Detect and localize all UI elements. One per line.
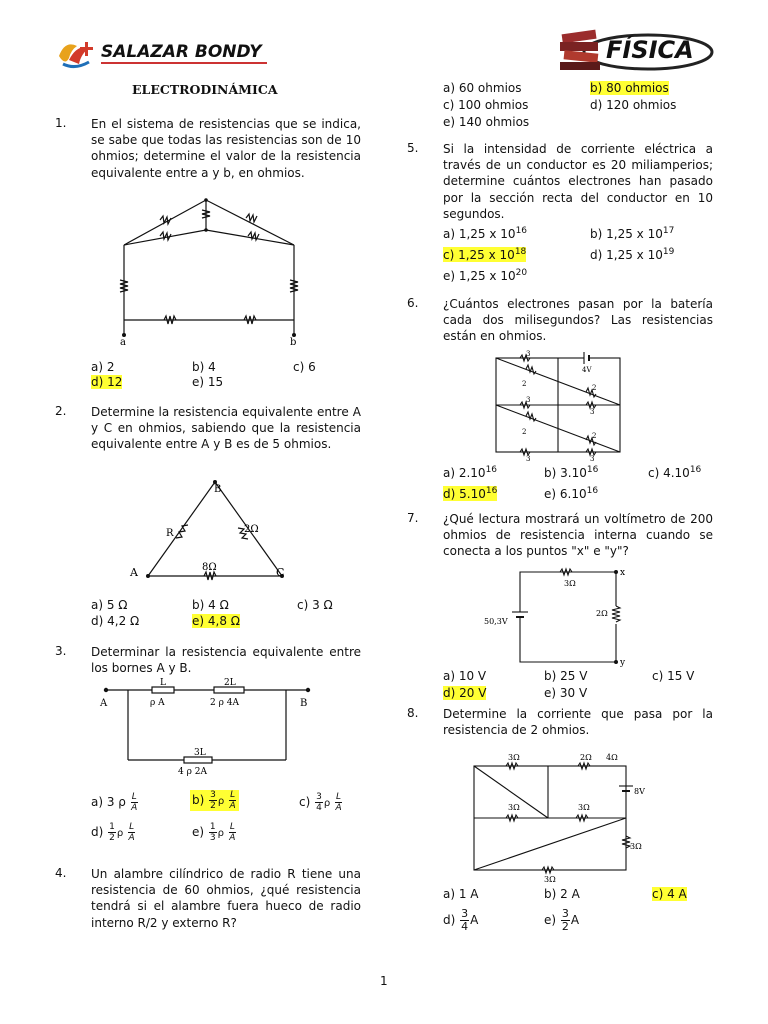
option-c-answer: c) 4 A: [652, 887, 687, 901]
option-a: a) 5 Ω: [91, 598, 128, 612]
res-4ohm: 4Ω: [606, 753, 618, 762]
battery-8v: 8V: [634, 787, 645, 796]
grid-circuit-q6: [490, 350, 630, 462]
option-c: c) $\frac{3}{4}$ ρ $\frac{L}{A}$: [299, 792, 342, 813]
res-3: 3: [590, 455, 595, 462]
subject-name: FÍSICA: [606, 36, 694, 64]
logo-underline: [101, 62, 267, 64]
option-e-answer: e) 4,8 Ω: [192, 614, 240, 628]
question-text: ¿Cuántos electrones pasan por la batería cada dos milisegundos? Las resistencias están en ohmios.: [443, 297, 713, 344]
res-2ohm: 2Ω: [596, 609, 608, 618]
option-e: e) $\frac{1}{3}$ ρ $\frac{L}{A}$: [192, 822, 236, 843]
option-a: a) 1,25 x $10^{16}$: [443, 226, 528, 241]
option-e: e) $\frac{3}{2}$ A: [544, 907, 580, 933]
triangle-circuit-q2: [120, 474, 300, 586]
point-x: x: [620, 568, 626, 578]
question-number: 2.: [55, 404, 67, 418]
option-d: d) 120 ohmios: [590, 98, 677, 112]
res-2: 2: [522, 428, 527, 436]
question-text: Determinar la resistencia equivalente entre los bornes A y B.: [91, 645, 361, 676]
resistor-R: R: [166, 528, 174, 539]
resistor-2ohm: 2Ω: [244, 524, 259, 535]
res-2: 2: [592, 432, 597, 440]
res-3ohm: 3Ω: [630, 842, 642, 851]
terminal-B: B: [300, 698, 308, 709]
wire-props-1: ρ A: [150, 698, 165, 708]
node-label-b: b: [290, 337, 297, 348]
option-e: e) 140 ohmios: [443, 115, 530, 129]
option-a: a) 2.10$^{16}$: [443, 465, 498, 480]
res-3ohm: 3Ω: [544, 875, 556, 884]
battery-label: 50,3V: [484, 617, 508, 626]
option-b: b) 25 V: [544, 669, 588, 683]
res-2: 2: [592, 384, 597, 392]
res-3: 3: [526, 455, 531, 462]
res-3ohm: 3Ω: [564, 579, 576, 588]
terminal-A: A: [100, 698, 108, 709]
question-text: Determine la corriente que pasa por la resistencia de 2 ohmios.: [443, 707, 713, 738]
option-a: a) 60 ohmios: [443, 81, 522, 95]
wire-circuit-q3: [96, 678, 324, 778]
option-b-answer: b) $\frac{3}{2}$ ρ $\frac{L}{A}$: [190, 790, 239, 811]
option-a: a) 1 A: [443, 887, 479, 901]
option-b-answer: b) 80 ohmios: [590, 81, 669, 95]
res-3ohm: 3Ω: [508, 803, 520, 812]
question-text: Un alambre cilíndrico de radio R tiene una resistencia de 60 ohmios, ¿qué resistencia tendrá si el alambre fuera hueco de radio interno R/2 y externo R?: [91, 867, 361, 930]
question-number: 1.: [55, 116, 67, 130]
res-3: 3: [590, 408, 595, 416]
option-c: c) 3 Ω: [297, 598, 333, 612]
option-d: d) $\frac{3}{4}$ A: [443, 907, 479, 933]
res-3: 3: [526, 350, 531, 358]
option-d-answer: d) 20 V: [443, 686, 487, 700]
option-c: c) 4.10$^{16}$: [648, 465, 702, 480]
node-label-a: a: [120, 337, 126, 348]
option-d: d) $\frac{1}{2}$ ρ $\frac{L}{A}$: [91, 822, 135, 843]
resistor-8ohm: 8Ω: [202, 562, 217, 573]
question-number: 8.: [407, 706, 419, 720]
option-b: b) 4: [192, 360, 216, 374]
option-b: b) 1,25 x $10^{17}$: [590, 226, 675, 241]
wire-length-L: L: [160, 678, 166, 688]
option-a: a) 3 ρ $\frac{L}{A}$: [91, 792, 138, 813]
res-3ohm: 3Ω: [578, 803, 590, 812]
voltmeter-circuit-q7: [480, 564, 640, 670]
option-a: a) 10 V: [443, 669, 487, 683]
school-emblem-icon: [55, 36, 97, 72]
node-A: A: [130, 566, 138, 579]
wire-props-3: 4 ρ 2A: [178, 767, 207, 777]
question-number: 6.: [407, 296, 419, 310]
circuit-diagram-q1: [110, 190, 310, 348]
option-c: c) 100 ohmios: [443, 98, 529, 112]
wire-length-2L: 2L: [224, 678, 236, 688]
wire-length-3L: 3L: [194, 748, 206, 758]
school-name: SALAZAR BONDY: [101, 42, 262, 62]
option-d: d) 4,2 Ω: [91, 614, 140, 628]
option-b: b) 2 A: [544, 887, 580, 901]
option-c: c) 15 V: [652, 669, 695, 683]
battery-4v: 4V: [582, 366, 592, 374]
question-number: 3.: [55, 644, 67, 658]
option-e: e) 30 V: [544, 686, 588, 700]
res-2: 2: [522, 380, 527, 388]
question-number: 5.: [407, 141, 419, 155]
wire-props-2: 2 ρ 4A: [210, 698, 239, 708]
res-2ohm: 2Ω: [580, 753, 592, 762]
question-text: ¿Qué lectura mostrará un voltímetro de 200 ohmios de resistencia interna cuando se conecta a los puntos "x" e "y"?: [443, 512, 713, 559]
option-b: b) 4 Ω: [192, 598, 229, 612]
point-y: y: [620, 658, 626, 668]
res-3: 3: [526, 396, 531, 404]
option-c: c) 6: [293, 360, 316, 374]
salazar-bondy-logo: [55, 36, 285, 72]
question-number: 7.: [407, 511, 419, 525]
option-e: e) 6.10$^{16}$: [544, 486, 599, 501]
mesh-circuit-q8: [466, 748, 652, 884]
option-e: e) 1,25 x $10^{20}$: [443, 268, 528, 283]
page-title: ELECTRODINÁMICA: [132, 82, 278, 97]
node-C: C: [276, 566, 285, 579]
option-a: a) 2: [91, 360, 115, 374]
option-c-answer: c) 1,25 x $10^{18}$: [443, 247, 527, 262]
option-b: b) 3.10$^{16}$: [544, 465, 599, 480]
fisica-logo: [556, 24, 716, 76]
question-text: En el sistema de resistencias que se indica, se sabe que todas las resistencias son de 10 ohmios; determine el valor de la resistencia equivalente entre a y b, en ohmios.: [91, 117, 361, 180]
question-number: 4.: [55, 866, 67, 880]
question-text: Determine la resistencia equivalente entre A y C en ohmios, sabiendo que la resistencia equivalente entre A y B es de 5 ohmios.: [91, 405, 361, 452]
option-d-answer: d) 5.10$^{16}$: [443, 486, 498, 501]
res-3ohm: 3Ω: [508, 753, 520, 762]
page-number: 1: [380, 974, 388, 988]
option-e: e) 15: [192, 375, 224, 389]
node-B: B: [214, 484, 222, 495]
option-d: d) 1,25 x $10^{19}$: [590, 247, 675, 262]
option-d-answer: d) 12: [91, 375, 123, 389]
question-text: Si la intensidad de corriente eléctrica a través de un conductor es 20 miliamperios; determine cuántos electrones han pasado por la sección recta del conductor en 10 segundos.: [443, 142, 713, 221]
